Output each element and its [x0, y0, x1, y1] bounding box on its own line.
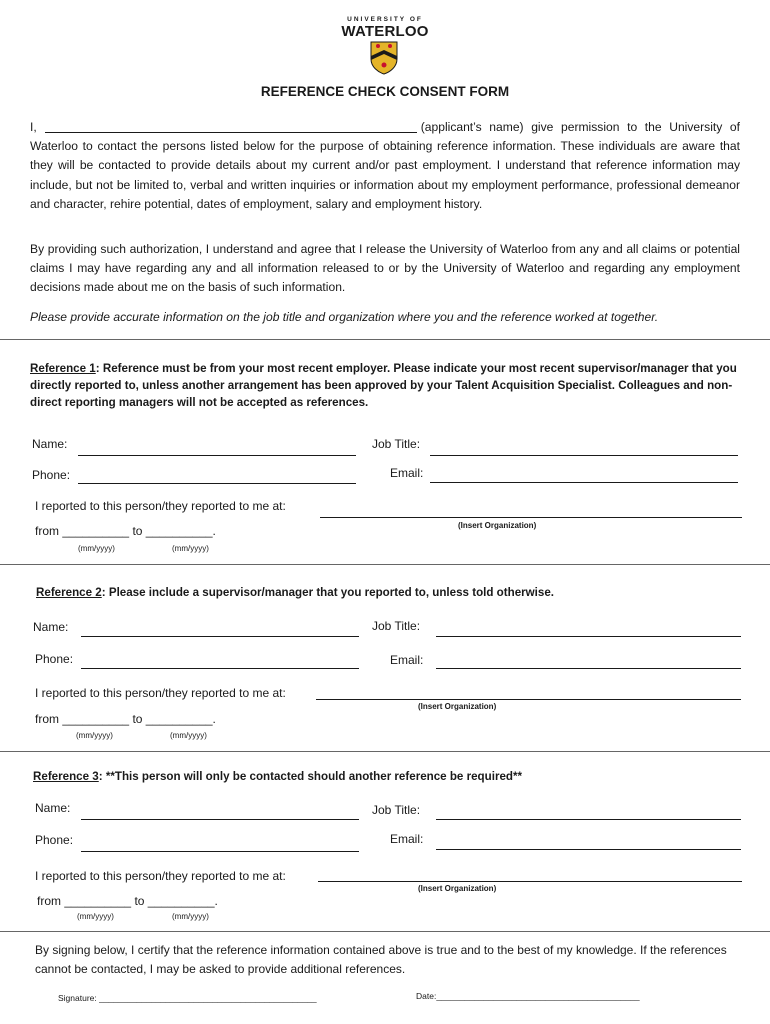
accuracy-note: Please provide accurate information on the job title and organization where you and the reference worked at together.	[30, 310, 659, 324]
ref2-name-field[interactable]	[81, 636, 359, 637]
ref2-period: .	[212, 712, 216, 726]
section-divider	[0, 931, 770, 932]
reference-2-heading	[36, 584, 751, 601]
ref3-email-field[interactable]	[436, 849, 741, 850]
reference-1-heading	[30, 360, 745, 411]
ref1-date-range	[35, 524, 216, 538]
reference-1-label: Reference 1	[30, 362, 96, 375]
ref2-insert-org: (Insert Organization)	[418, 702, 497, 711]
ref2-phone-label: Phone:	[35, 652, 74, 666]
ref2-job-title-field[interactable]	[436, 636, 741, 637]
ref1-job-title-label: Job Title:	[372, 437, 421, 451]
applicant-name-line[interactable]	[45, 120, 417, 133]
reference-1-text: : Reference must be from your most recent employer. Please indicate your most recent supervisor/manager that you directly reported to, unless another arrangement has been approved by your Talent Acquisition Specialist. Colleagues and non-direct reporting managers will not be accepted as references.	[30, 362, 737, 409]
reference-3-text: : **This person will only be contacted should another reference be required**	[98, 770, 523, 783]
date-field[interactable]: Date:___________________________________________	[416, 991, 640, 1001]
release-paragraph: By providing such authorization, I understand and agree that I release the University of Waterloo from any and all claims or potential claims I may have regarding any and all information released to or by the University of Waterloo and regarding any employment decisions made about me on the basis of such information.	[30, 242, 740, 295]
ref2-job-title-label: Job Title:	[372, 619, 421, 633]
ref3-period: .	[214, 894, 218, 908]
section-divider	[0, 564, 770, 565]
ref3-phone-label: Phone:	[35, 833, 74, 847]
ref3-insert-org: (Insert Organization)	[418, 884, 497, 893]
ref2-from-label: from	[35, 712, 59, 726]
ref1-name-field[interactable]	[78, 455, 356, 456]
ref2-name-label: Name:	[33, 620, 69, 634]
consent-paragraph	[30, 118, 740, 214]
ref2-email-label: Email:	[390, 653, 424, 667]
reference-2-label: Reference 2	[36, 586, 102, 599]
reference-3-label: Reference 3	[33, 770, 99, 783]
ref2-date-range	[35, 712, 216, 726]
crest-icon	[370, 41, 398, 75]
certification-text: By signing below, I certify that the reference information contained above is true and to the best of my knowledge. If the references cannot be contacted, I may be asked to provide additional references.	[35, 943, 727, 976]
logo-university-of: UNIVERSITY OF	[347, 16, 423, 23]
ref2-email-field[interactable]	[436, 668, 741, 669]
ref2-phone-field[interactable]	[81, 668, 359, 669]
ref3-from-label: from	[37, 894, 61, 908]
ref2-to-field[interactable]: __________	[145, 712, 213, 726]
ref1-job-title-field[interactable]	[430, 455, 738, 456]
ref3-to-label: to	[134, 894, 145, 908]
ref1-organization-field[interactable]	[320, 517, 742, 518]
ref3-name-field[interactable]	[81, 819, 359, 820]
ref3-job-title-label: Job Title:	[372, 803, 421, 817]
ref3-from-field[interactable]: __________	[64, 894, 132, 908]
intro-prefix: I,	[30, 120, 37, 134]
ref1-email-label: Email:	[390, 466, 424, 480]
ref3-to-format: (mm/yyyy)	[172, 912, 209, 921]
section-divider	[0, 751, 770, 752]
ref1-to-field[interactable]: __________	[145, 524, 213, 538]
ref1-to-label: to	[132, 524, 143, 538]
ref2-to-label: to	[132, 712, 143, 726]
section-divider	[0, 339, 770, 340]
ref3-reported-label: I reported to this person/they reported to me at:	[35, 869, 286, 883]
ref3-name-label: Name:	[35, 801, 71, 815]
ref1-period: .	[212, 524, 216, 538]
ref1-phone-field[interactable]	[78, 483, 356, 484]
ref1-name-label: Name:	[32, 437, 68, 451]
reference-3-heading	[33, 768, 748, 785]
ref3-from-format: (mm/yyyy)	[77, 912, 114, 921]
ref2-from-field[interactable]: __________	[62, 712, 130, 726]
ref3-to-field[interactable]: __________	[147, 894, 215, 908]
ref1-phone-label: Phone:	[32, 468, 71, 482]
ref3-organization-field[interactable]	[318, 881, 742, 882]
ref3-date-range	[37, 894, 218, 908]
ref1-email-field[interactable]	[430, 482, 738, 483]
ref1-from-format: (mm/yyyy)	[78, 544, 115, 553]
ref1-from-field[interactable]: __________	[62, 524, 130, 538]
ref3-phone-field[interactable]	[81, 851, 359, 852]
ref3-job-title-field[interactable]	[436, 819, 741, 820]
ref2-from-format: (mm/yyyy)	[76, 731, 113, 740]
page-title: REFERENCE CHECK CONSENT FORM	[260, 84, 510, 99]
ref3-email-label: Email:	[390, 832, 424, 846]
reference-2-text: : Please include a supervisor/manager that you reported to, unless told otherwise.	[101, 586, 555, 599]
intro-text: (applicant’s name) give permission to the University of Waterloo to contact the persons listed below for the purpose of obtaining reference information. These individuals are aware that they will be contacted to provide details about my current and/or past employment. I understand that reference information may include, but not be limited to, verbal and written inquiries or information about my employment performance, professional demeanor and character, rehire potential, dates of employment, salary and employment history.	[30, 120, 740, 211]
ref1-insert-org: (Insert Organization)	[458, 521, 537, 530]
signature-field[interactable]: Signature: ______________________________________________	[58, 993, 317, 1003]
ref2-reported-label: I reported to this person/they reported to me at:	[35, 686, 286, 700]
ref1-from-label: from	[35, 524, 59, 538]
ref1-reported-label: I reported to this person/they reported to me at:	[35, 499, 286, 513]
ref2-to-format: (mm/yyyy)	[170, 731, 207, 740]
ref2-organization-field[interactable]	[316, 699, 741, 700]
logo-waterloo: WATERLOO	[341, 23, 429, 40]
ref1-to-format: (mm/yyyy)	[172, 544, 209, 553]
